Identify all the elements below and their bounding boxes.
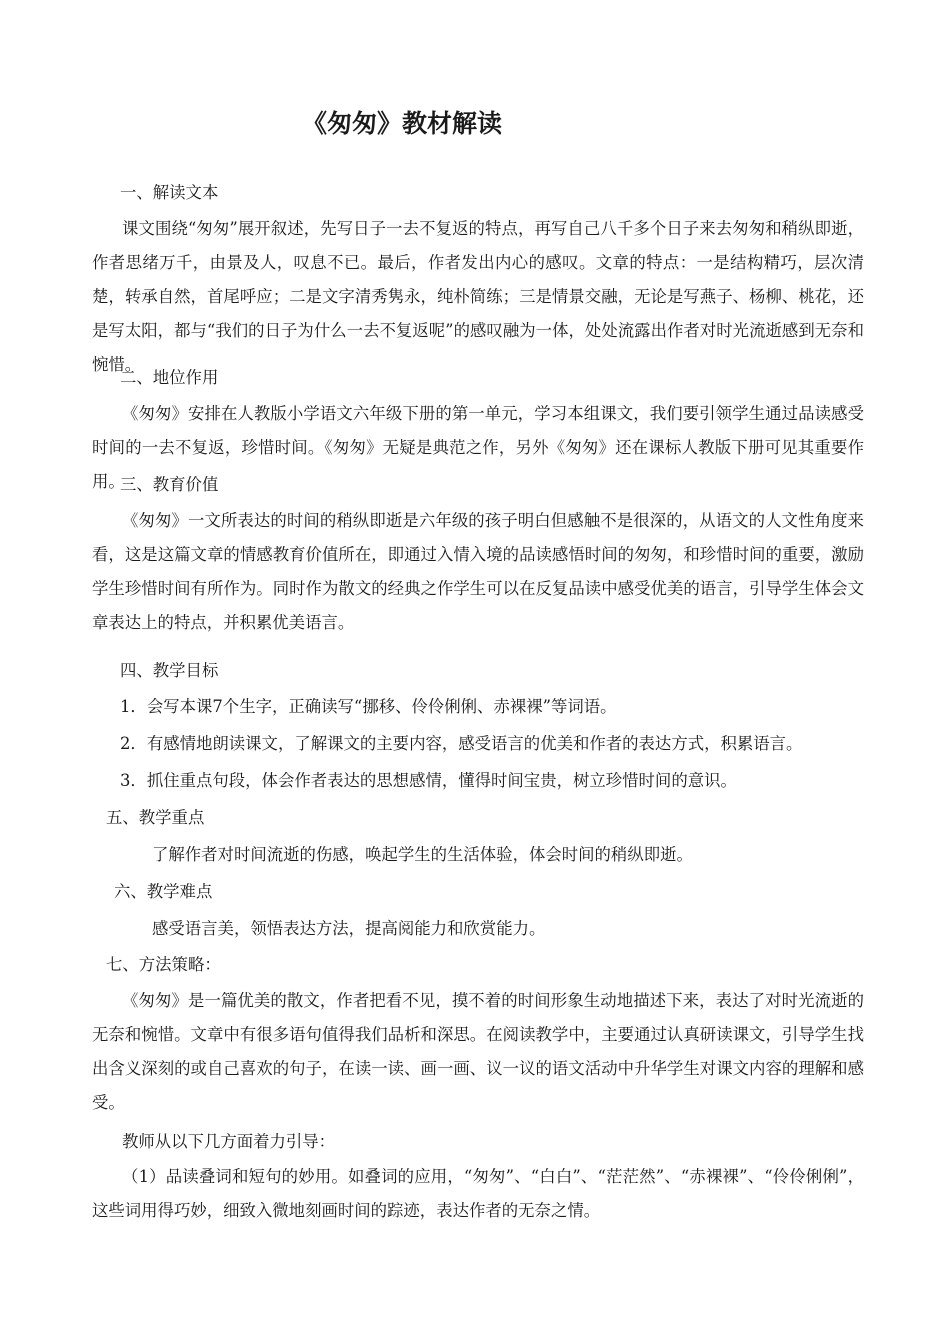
objective-item-2: 2．有感情地朗读课文，了解课文的主要内容，感受语言的优美和作者的表达方式，积累语言。 [120, 734, 803, 753]
objective-item-1: 1．会写本课7个生字，正确读写“挪移、伶伶俐俐、赤裸裸”等词语。 [120, 697, 617, 716]
section-body-3: 《匆匆》一文所表达的时间的稍纵即逝是六年级的孩子明白但感触不是很深的，从语文的人文性角度来看，这是这篇文章的情感教育价值所在，即通过入情入境的品读感悟时间的匆匆，和珍惜时间的重要，激励学生珍惜时间有所作为。同时作为散文的经典之作学生可以在反复品读中感受优美的语言，引导学生体会文章表达上的特点，并积累优美语言。 [92, 511, 864, 632]
section-body-1: 课文围绕“匆匆”展开叙述，先写日子一去不复返的特点，再写自己八千多个日子来去匆匆和稍纵即逝，作者思绪万千，由景及人，叹息不已。最后，作者发出内心的感叹。文章的特点：一是结构精巧，层次清楚，转承自然，首尾呼应；二是文字清秀隽永，纯朴简练；三是情景交融，无论是写燕子、杨柳、桃花，还是写太阳，都与“我们的日子为什么一去不复返呢”的感叹融为一体，处处流露出作者对时光流逝感到无奈和惋惜。 [92, 219, 864, 374]
section-heading-1: 一、解读文本 [120, 183, 219, 202]
section-heading-5: 五、教学重点 [106, 808, 205, 827]
document-title: 《匆匆》教材解读 [302, 109, 503, 138]
section-heading-2: 二、地位作用 [120, 368, 219, 387]
guide-intro: 教师从以下几方面着力引导： [122, 1132, 336, 1151]
guide-point-1: （1）品读叠词和短句的妙用。如叠词的应用，“匆匆”、“白白”、“茫茫然”、“赤裸裸”、“伶伶俐俐”，这些词用得巧妙，细致入微地刻画时间的踪迹，表达作者的无奈之情。 [92, 1167, 864, 1220]
section-heading-6: 六、教学难点 [114, 882, 213, 901]
section-body-7: 《匆匆》是一篇优美的散文，作者把看不见，摸不着的时间形象生动地描述下来，表达了对时光流逝的无奈和惋惜。文章中有很多语句值得我们品析和深思。在阅读教学中，主要通过认真研读课文，引导学生找出含义深刻的或自己喜欢的句子，在读一读、画一画、议一议的语文活动中升华学生对课文内容的理解和感受。 [92, 991, 864, 1112]
section-body-6: 感受语言美，领悟表达方法，提高阅能力和欣赏能力。 [152, 919, 546, 938]
section-heading-4: 四、教学目标 [120, 661, 219, 680]
section-heading-3: 三、教育价值 [120, 475, 219, 494]
section-body-5: 了解作者对时间流逝的伤感，唤起学生的生活体验，体会时间的稍纵即逝。 [152, 845, 693, 864]
objective-item-3: 3．抓住重点句段，体会作者表达的思想感情，懂得时间宝贵，树立珍惜时间的意识。 [120, 771, 737, 790]
section-body-2: 《匆匆》安排在人教版小学语文六年级下册的第一单元，学习本组课文，我们要引领学生通过品读感受时间的一去不复返，珍惜时间。《匆匆》无疑是典范之作，另外《匆匆》还在课标人教版下册可见其重要作用。 [92, 404, 864, 491]
section-heading-7: 七、方法策略： [106, 955, 221, 974]
